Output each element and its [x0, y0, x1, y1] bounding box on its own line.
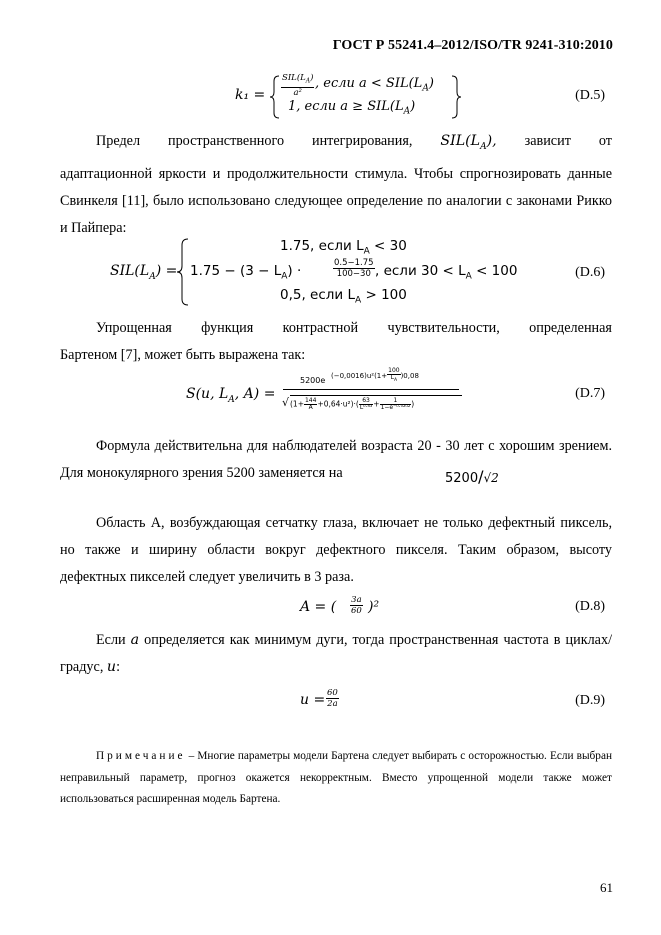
eq-d8-end: )²: [368, 599, 380, 615]
eq-d7-fraction-bar: [283, 389, 459, 390]
eq-d7-label: (D.7): [575, 386, 605, 401]
eq-d6-lhs: $SIL(L_A)$ =: [110, 263, 178, 282]
eq-d5-right-brace: [451, 75, 461, 119]
eq-d9-label: (D.9): [575, 693, 605, 708]
note-text: – Многие параметры модели Бартена следует выбирать с осторожностью. Если выбран неправильный параметр, прогноз окажется некорректным. Вместо упрощенной модели также может использоваться расширенная модель Бартена.: [60, 750, 612, 805]
eq-d5-left-brace: [270, 75, 280, 119]
eq-d5-case1-frac: $SIL(L_A)$ a²: [282, 73, 314, 98]
paragraph-2-rest: Бартеном [7], может быть выражена так:: [60, 347, 306, 363]
paragraph-1: [60, 128, 612, 242]
eq-d7-sqrt-bar: [290, 395, 462, 396]
eq-d6-case3: 0,5, если $L_A > 100$: [280, 287, 407, 306]
equation-d7: [186, 368, 506, 424]
paragraph-1-rest: адаптационной яркости и продолжительности стимула. Чтобы спрогнозировать данные Свинкеля [11], было использовано следующее определение по аналогии с законами Рикко и Пайпера:: [60, 165, 612, 236]
eq-d9-lhs: u =: [300, 692, 326, 708]
eq-d9-frac: $\frac{60}{2a}$: [327, 688, 338, 709]
page-number: 61: [600, 880, 613, 895]
equation-d5: [235, 73, 475, 121]
eq-d5-lhs: k₁ =: [235, 87, 266, 103]
eq-d6-label: (D.6): [575, 265, 605, 280]
eq-d6-left-brace: [177, 238, 189, 306]
paragraph-5: Если a определяется как минимум дуги, тогда пространственная частота в циклах/градус, u:: [60, 632, 613, 675]
paragraph-2-line-1: Упрощенная функция контрастной чувствительности, определенная: [96, 320, 612, 336]
equation-d8: [300, 593, 420, 623]
paragraph-1-line-1: Предел пространственного интегрирования, $SIL(L_A)$, зависит от: [96, 133, 612, 152]
eq-d7-numerator: 5200e: [300, 376, 326, 385]
eq-d8-label: (D.8): [575, 599, 605, 614]
note: [60, 746, 612, 811]
eq-d7-denominator: (1+ $\frac{144}{A}$ +0,64·u²)·( $\frac{63}{\text{L⁰·⁸³}}$ + $\frac{1}{\text{1−e⁻⁰·⁰²ᵘ²}}$ ): [290, 397, 415, 411]
eq-d6-case2-frac: $\frac{0.5-1.75}{100-30}$: [334, 258, 374, 279]
equation-d9: [300, 686, 370, 716]
eq-d6-case2-cond: , если $30 < L_A < 100$: [375, 263, 518, 282]
eq-d5-case1-cond: , если $a < SIL(L_A)$: [315, 76, 434, 94]
equation-d6: [110, 236, 530, 308]
eq-d5-case2: 1, если $a \ge SIL(L_A)$: [288, 99, 416, 117]
eq-d5-label: (D.5): [575, 88, 605, 103]
paragraph-2: [60, 315, 612, 369]
document-header: ГОСТ Р 55241.4–2012/ISO/TR 9241-310:2010: [332, 38, 613, 53]
paragraph-3: Формула действительна для наблюдателей возраста 20 - 30 лет с хорошим зрением. Для монокулярного зрения 5200 заменяется на: [60, 438, 612, 481]
eq-d7-lhs: S(u, $L_A$, A) =: [186, 386, 276, 405]
paragraph-4: Область A, возбуждающая сетчатку глаза, включает не только дефектный пиксель, но также и ширину области вокруг дефектного пикселя. Таким образом, высоту дефектных пикселей следует увеличить в 3 раза.: [60, 515, 612, 585]
eq-d6-case1: 1.75, если $L_A < 30$: [280, 238, 407, 257]
eq-d8-lhs: A = (: [300, 599, 337, 615]
eq-d6-case2: $1.75 - (3 - L_A)$ ·: [190, 263, 302, 282]
eq-d7-exponent: (−0,0016)u²(1+ $\frac{100}{L_A}$ )0,08: [331, 367, 419, 384]
eq-d7-sqrt: √: [282, 396, 290, 409]
eq-d8-frac: $\frac{3a}{60}$: [351, 595, 362, 616]
p3-monocular-expression: 5200/√2: [445, 467, 499, 486]
note-label: Примечание: [96, 750, 186, 762]
